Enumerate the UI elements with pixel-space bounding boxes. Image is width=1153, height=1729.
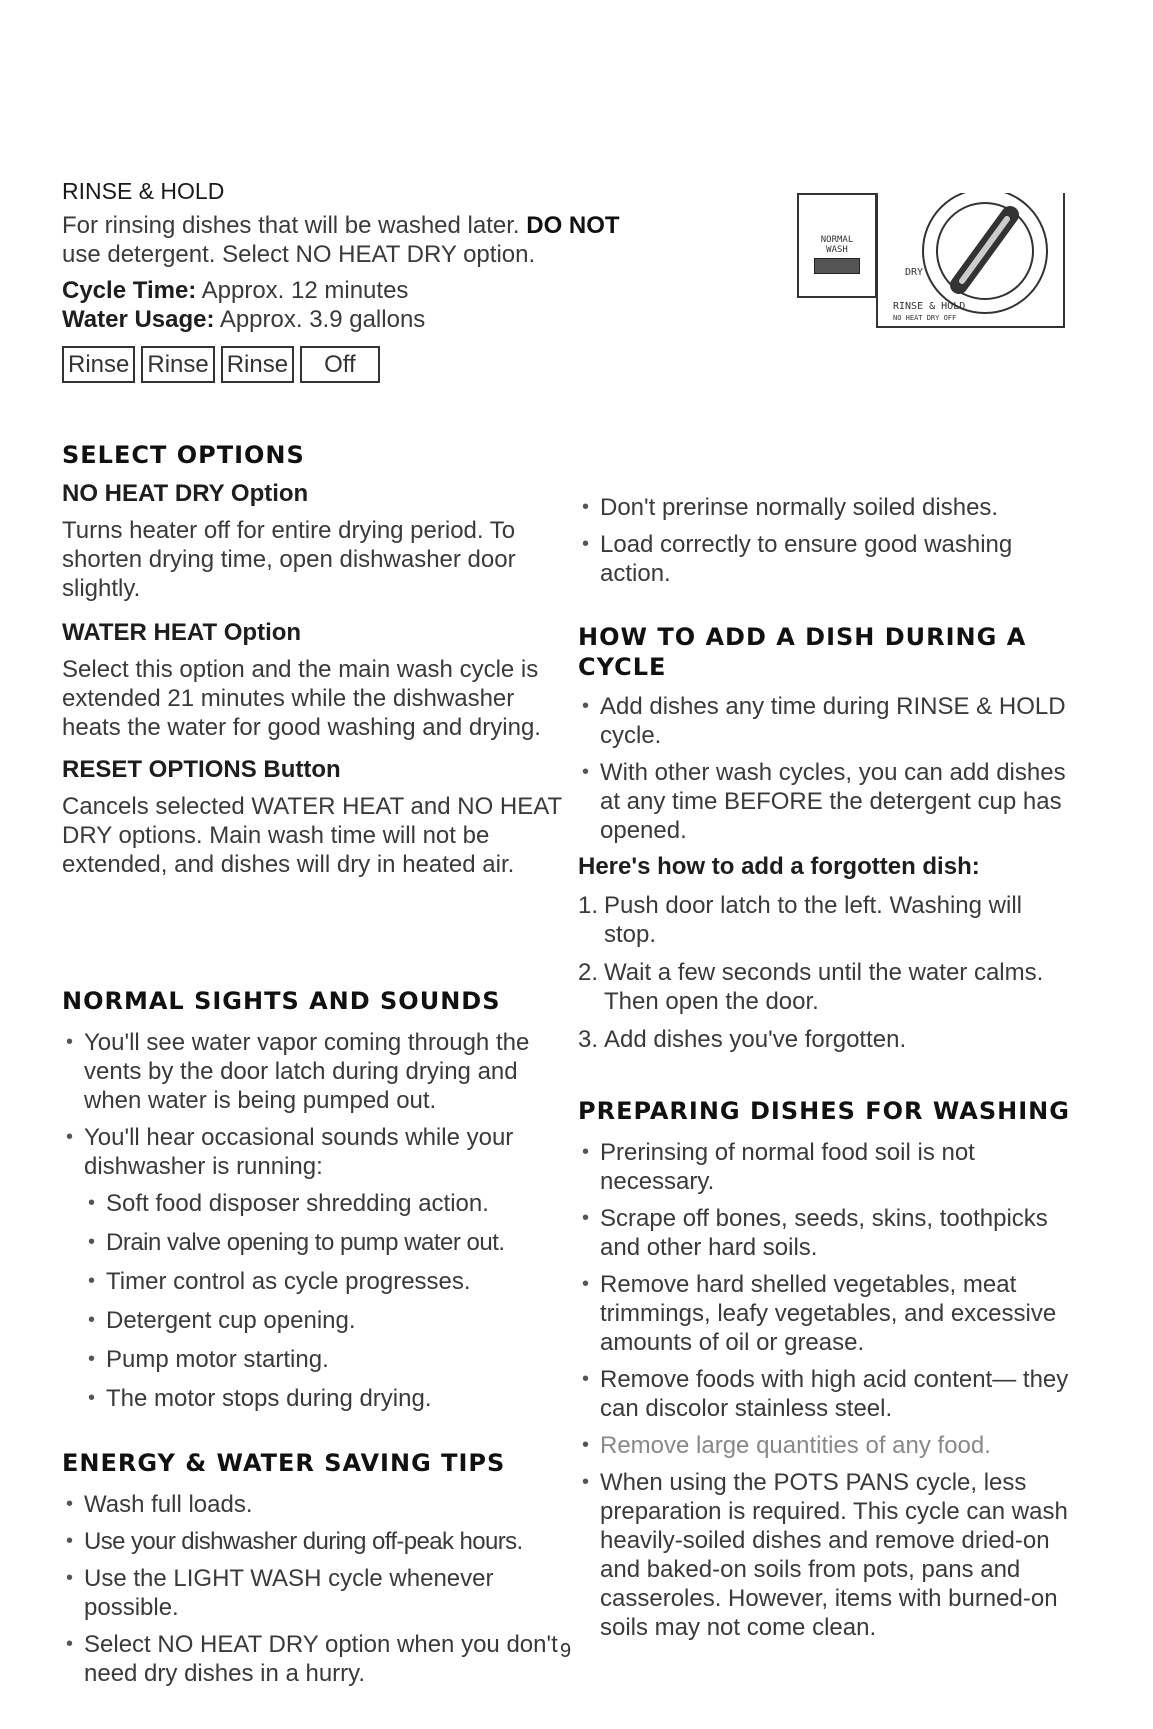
- list-item: • With other wash cycles, you can add dishes at any time BEFORE the detergent cup has opened.: [578, 758, 1078, 845]
- list-item: • Use the LIGHT WASH cycle whenever possible.: [62, 1564, 562, 1622]
- reset-options-title: RESET OPTIONS Button: [62, 756, 341, 783]
- water-heat-title: WATER HEAT Option: [62, 619, 302, 646]
- list-item: • Remove foods with high acid content— they can discolor stainless steel.: [578, 1365, 1078, 1423]
- add-dish-section: [578, 622, 1078, 1063]
- indicator-rinse-2: Rinse: [141, 346, 214, 383]
- list-item: • Detergent cup opening.: [84, 1306, 562, 1335]
- list-item: • Drain valve opening to pump water out.: [84, 1228, 562, 1257]
- list-item: • Select NO HEAT DRY option when you don't need dry dishes in a hurry.: [62, 1630, 562, 1688]
- add-dish-title: HOW TO ADD A DISH DURING A CYCLE: [578, 623, 1027, 681]
- indicator-rinse-1: Rinse: [62, 346, 135, 383]
- list-item: • Soft food disposer shredding action.: [84, 1189, 562, 1218]
- list-item: • When using the POTS PANS cycle, less preparation is required. This cycle can wash heavily-soiled dishes and remove dried-on and baked-on soils from pots, pans and casseroles. However, items with burned-on soils may not come clean.: [578, 1468, 1078, 1642]
- no-heat-dry-title: NO HEAT DRY Option: [62, 480, 309, 507]
- rinse-hold-title: RINSE & HOLD: [62, 178, 225, 204]
- cycle-time: Cycle Time: Approx. 12 minutes: [62, 277, 409, 304]
- normal-wash-indicator: [814, 258, 860, 274]
- select-options-section: [62, 440, 562, 879]
- normal-wash-label-1: NORMAL: [820, 235, 854, 245]
- energy-tips-title: ENERGY & WATER SAVING TIPS: [62, 1449, 506, 1477]
- cycle-dial-panel: [875, 193, 1066, 329]
- dial-no-heat-dry-label: NO HEAT DRY OFF: [893, 314, 957, 322]
- list-item: • Prerinsing of normal food soil is not necessary.: [578, 1138, 1078, 1196]
- dial-rinse-hold-label: RINSE & HOLD: [893, 301, 966, 312]
- preparing-dishes-section: [578, 1096, 1078, 1650]
- water-heat-text: Select this option and the main wash cycle is extended 21 minutes while the dishwasher heats the water for good washing and drying.: [62, 656, 541, 741]
- energy-tips-list: [62, 1490, 562, 1688]
- forgotten-dish-title: Here's how to add a forgotten dish:: [578, 853, 980, 880]
- list-item: • Use your dishwasher during off-peak hours.: [62, 1527, 562, 1556]
- list-item: • Load correctly to ensure good washing action.: [578, 530, 1078, 588]
- indicator-lights: [62, 346, 662, 383]
- indicator-rinse-3: Rinse: [221, 346, 294, 383]
- list-item: • Remove hard shelled vegetables, meat trimmings, leafy vegetables, and excessive amounts of oil or grease.: [578, 1270, 1078, 1357]
- list-item: • You'll hear occasional sounds while your dishwasher is running:: [62, 1123, 562, 1181]
- select-options-title: SELECT OPTIONS: [62, 441, 305, 469]
- normal-sights-list: [62, 1028, 562, 1181]
- normal-sounds-list: [84, 1189, 562, 1413]
- water-usage: Water Usage: Approx. 3.9 gallons: [62, 306, 426, 333]
- normal-wash-panel: [797, 193, 877, 298]
- no-heat-dry-text: Turns heater off for entire drying period. To shorten drying time, open dishwasher door slightly.: [62, 517, 516, 602]
- list-item: • Pump motor starting.: [84, 1345, 562, 1374]
- step-item: 1. Push door latch to the left. Washing will stop.: [578, 892, 1022, 948]
- indicator-off: Off: [300, 346, 380, 383]
- normal-sights-title: NORMAL SIGHTS AND SOUNDS: [62, 987, 501, 1015]
- energy-tips-section: [62, 1448, 562, 1696]
- list-item: • Timer control as cycle progresses.: [84, 1267, 562, 1296]
- forgotten-dish-steps: [578, 891, 1078, 1054]
- list-item: • Remove large quantities of any food.: [578, 1431, 1078, 1460]
- dial-dry-label: DRY: [905, 267, 924, 278]
- list-item: • Add dishes any time during RINSE & HOLD cycle.: [578, 692, 1078, 750]
- right-top-tips: [578, 493, 1078, 596]
- normal-sights-section: [62, 986, 562, 1423]
- preparing-dishes-list: [578, 1138, 1078, 1642]
- rinse-hold-section: [62, 178, 662, 383]
- list-item: • Wash full loads.: [62, 1490, 562, 1519]
- list-item: • The motor stops during drying.: [84, 1384, 562, 1413]
- rinse-hold-description: For rinsing dishes that will be washed later. DO NOT use detergent. Select NO HEAT DRY option.: [62, 212, 620, 268]
- step-item: 3. Add dishes you've forgotten.: [578, 1026, 907, 1053]
- list-item: • Scrape off bones, seeds, skins, toothpicks and other hard soils.: [578, 1204, 1078, 1262]
- step-item: 2. Wait a few seconds until the water calms. Then open the door.: [578, 959, 1044, 1015]
- reset-options-text: Cancels selected WATER HEAT and NO HEAT DRY options. Main wash time will not be extended, and dishes will dry in heated air.: [62, 793, 562, 878]
- normal-wash-label-2: WASH: [826, 245, 848, 255]
- list-item: • You'll see water vapor coming through the vents by the door latch during drying and when water is being pumped out.: [62, 1028, 562, 1115]
- page-number: 9: [560, 1640, 572, 1662]
- preparing-dishes-title: PREPARING DISHES FOR WASHING: [578, 1097, 1070, 1125]
- prerinse-list: [578, 493, 1078, 588]
- list-item: • Don't prerinse normally soiled dishes.: [578, 493, 1078, 522]
- add-dish-list: [578, 692, 1078, 845]
- cycle-dial-icon: [875, 193, 1066, 329]
